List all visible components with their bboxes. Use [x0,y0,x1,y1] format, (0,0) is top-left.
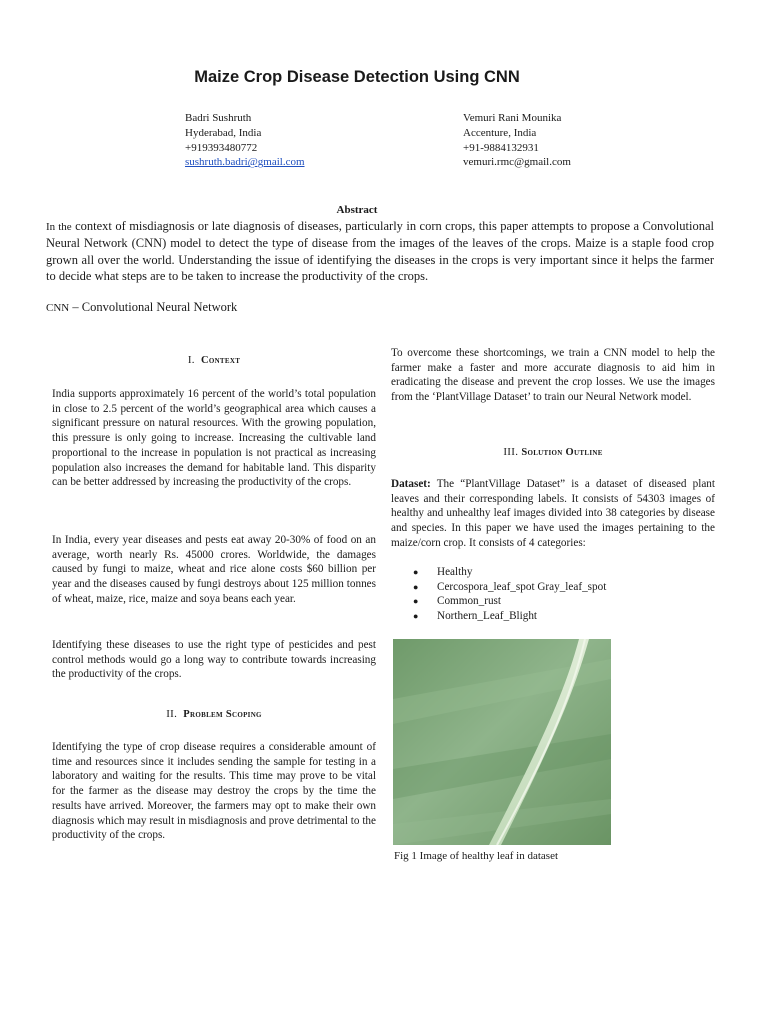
abstract-body [46,218,714,285]
section-title: Context [200,355,241,366]
author-phone: +91-9884132931 [463,141,539,154]
figure-caption: Fig 1 Image of healthy leaf in dataset [394,850,559,862]
intro-paragraph: To overcome these shortcomings, we train a CNN model to help the farmer make a faster and more accurate diagnosis to aid him in eradicating the disease and prevent the crop losses. We use the images from the ‘PlantVillage Dataset’ to train our Neural Network model. [391,347,715,404]
author-name: Badri Sushruth [185,112,252,124]
healthy-leaf-image [393,639,611,845]
category-list [391,565,715,623]
list-item [391,594,715,609]
author-email-link[interactable]: sushruth.badri@gmail.com [185,156,305,169]
dataset-paragraph [391,477,715,551]
paper-title: Maize Crop Disease Detection Using CNN [194,68,520,86]
context-paragraph-1: India supports approximately 16 percent of the world’s total population in close to 2.5 percent of the world’s geographical area which causes a significant pressure on natural resources. With the growing population, this pressure is only going to increase. Increasing the cultivable land proportional to the increase in population is not practical as increasing population also increases the demand for habitable land. This disparity can be better addressed by increasing the productivity of the crops. [52,388,376,489]
abbreviation-definition: – Convolutional Neural Network [69,300,238,314]
section-heading-problem-scoping [52,708,376,720]
dataset-text: The “PlantVillage Dataset” is a dataset of diseased plant leaves and their corresponding labels. It consists of 54303 images of healthy and unhealthy leaf images divided into 38 categories by disease and species. In this paper we have used the images pertaining to the maize/corn crop. It consists of 4 categories: [391,478,715,549]
abbreviation: CNN [46,302,70,314]
section-number: I. [187,354,195,366]
abstract-lead: In the [46,221,72,233]
section-title: Solution Outline [521,447,603,458]
author-block-2 [463,111,571,170]
dataset-label: Dataset: [391,478,431,490]
abstract-text: context of misdiagnosis or late diagnosis of diseases, particularly in corn crops, this paper attempts to propose a Convolutional Neural Network (CNN) model to detect the type of disease from the images of the leaves of the crops. Maize is a staple food crop grown all over the world. Understanding the issue of identifying the diseases in the crops is very important since it helps the farmer to decide what steps are to be taken to increase the productivity of the crops. [46,219,714,284]
problem-paragraph: Identifying the type of crop disease requires a considerable amount of time and resources since it includes sending the sample for testing in a laboratory and waiting for the results. This time may prove to be vital for the farmer as the disease may destroy the crops by the time the results have arrived. Moreover, the farmers may opt to make their own diagnosis which may result in misdiagnosis and prove detrimental to the productivity of the crops. [52,741,376,842]
context-paragraph-3: Identifying these diseases to use the right type of pesticides and pest control methods would go a long way to contribute towards increasing the productivity of the crops. [52,639,376,681]
author-location: Accenture, India [463,126,537,139]
list-item [391,565,715,580]
list-item [391,580,715,595]
category-label: Healthy [437,566,473,578]
bullet-icon: ● [413,567,419,577]
section-number: III. [503,446,519,458]
author-name: Vemuri Rani Mounika [463,112,562,124]
bullet-icon: ● [413,610,419,621]
bullet-icon: ● [413,596,419,607]
author-location: Hyderabad, India [185,126,262,139]
category-label: Common_rust [437,595,502,608]
context-paragraph-2: In India, every year diseases and pests eat away 20-30% of food on an average, worth nearly Rs. 45000 crores. Worldwide, the damages caused by fungi to maize, wheat and rice alone costs $60 billion per year and the diseases caused by fungi destroys about 125 million tonnes of wheat, maize, rice, maize and soya beans each year. [52,534,376,605]
section-number: II. [166,708,178,720]
abstract-heading: Abstract [336,204,378,216]
author-block-1 [185,111,305,170]
category-label: Northern_Leaf_Blight [437,609,538,622]
author-email: vemuri.rmc@gmail.com [463,156,571,169]
section-title: Problem Scoping [183,709,262,720]
abbreviation-line [46,300,237,315]
author-phone: +919393480772 [185,141,258,154]
category-label: Cercospora_leaf_spot Gray_leaf_spot [437,580,607,593]
section-heading-context [52,354,376,366]
list-item [391,609,715,624]
bullet-icon: ● [413,581,419,592]
section-heading-solution-outline [391,446,715,458]
